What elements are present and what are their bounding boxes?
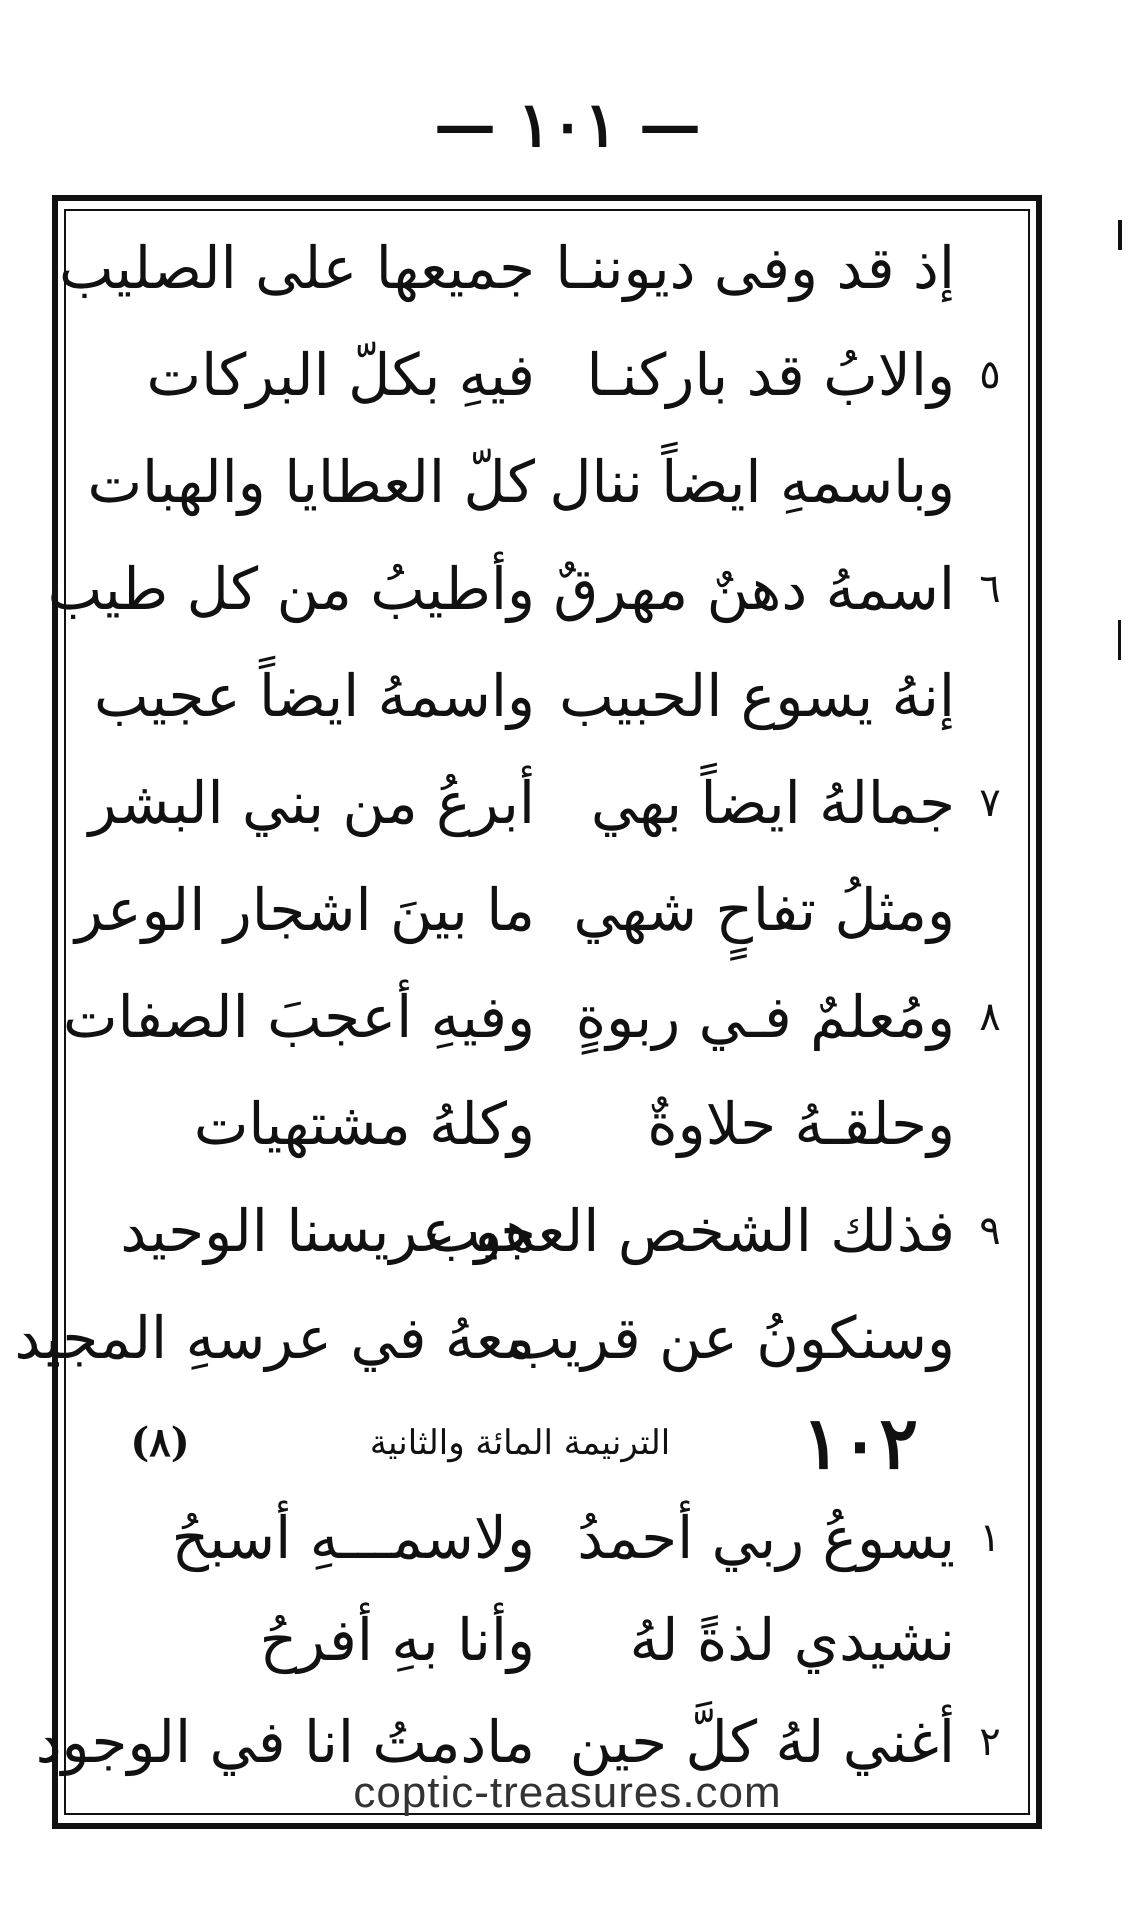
verse-second-hemistich: معهُ في عرسهِ المجيد <box>14 1304 535 1372</box>
verse-line <box>0 1074 1135 1174</box>
verse-number: ٦ <box>979 566 1001 612</box>
verse-first-hemistich: أغني لهُ كلَّ حين <box>569 1708 955 1776</box>
verse-line <box>0 218 1135 318</box>
verse-first-hemistich: نشيدي لذةً لهُ <box>629 1606 955 1674</box>
verse-first-hemistich: والابُ قد باركنـا <box>586 341 955 409</box>
verse-line <box>0 539 1135 639</box>
page-number: — ١٠١ — <box>433 88 702 161</box>
verse-first-hemistich: اسمهُ دهنٌ مهرقٌ <box>553 555 955 623</box>
verse-line <box>0 753 1135 853</box>
verse-line <box>0 860 1135 960</box>
verse-number: ٢ <box>979 1719 1001 1765</box>
hymn-title: الترنيمة المائة والثانية <box>369 1423 671 1463</box>
verse-first-hemistich: ومُعلمٌ فـي ربوةٍ <box>575 983 955 1051</box>
verse-number: ٥ <box>979 352 1001 398</box>
hymn-header <box>0 1398 1135 1488</box>
verse-number: ٧ <box>979 780 1001 826</box>
verse-first-hemistich: إذ قد وفى ديوننـا <box>555 234 955 302</box>
verse-first-hemistich: وسنكونُ عن قريب <box>507 1304 955 1372</box>
verse-line <box>0 646 1135 746</box>
verse-second-hemistich: وأنا بهِ أفرحُ <box>259 1606 535 1674</box>
verse-line <box>0 325 1135 425</box>
verse-first-hemistich: وباسمهِ ايضاً ننال <box>549 448 955 516</box>
verse-line <box>0 1288 1135 1388</box>
verse-second-hemistich: أبرعُ من بني البشر <box>88 769 535 837</box>
watermark-url: coptic-treasures.com <box>353 1768 782 1817</box>
verse-second-hemistich: وكلهُ مشتهيات <box>193 1090 535 1158</box>
hymn-tune-number: (٨) <box>130 1419 190 1466</box>
verse-first-hemistich: وحلقـهُ حلاوةٌ <box>647 1090 955 1158</box>
verse-first-hemistich: إنهُ يسوع الحبيب <box>559 662 955 730</box>
verse-second-hemistich: وفيهِ أعجبَ الصفات <box>62 983 535 1051</box>
verse-second-hemistich: واسمهُ ايضاً عجيب <box>94 662 535 730</box>
verse-first-hemistich: جمالهُ ايضاً بهي <box>590 769 955 837</box>
hymn-number: ١٠٢ <box>801 1400 918 1485</box>
verse-line <box>0 1181 1135 1281</box>
verse-second-hemistich: فيهِ بكلّ البركات <box>146 341 535 409</box>
verse-line <box>0 1488 1135 1588</box>
verse-number: ٩ <box>979 1208 1001 1254</box>
verse-second-hemistich: هو عريسنا الوحيد <box>120 1197 535 1265</box>
verse-number: ٨ <box>979 994 1001 1040</box>
verse-second-hemistich: جميعها على الصليب <box>58 234 535 302</box>
verse-second-hemistich: ولاسمـــهِ أسبحُ <box>171 1504 535 1572</box>
verse-second-hemistich: ما بينَ اشجار الوعر <box>74 876 535 944</box>
verse-line <box>0 432 1135 532</box>
verse-second-hemistich: كلّ العطايا والهبات <box>87 448 535 516</box>
verse-first-hemistich: ومثلُ تفاحٍ شهي <box>573 876 955 944</box>
verse-line <box>0 1590 1135 1690</box>
verse-second-hemistich: مادمتُ انا في الوجود <box>35 1708 535 1776</box>
verse-line <box>0 967 1135 1067</box>
verse-first-hemistich: يسوعُ ربي أحمدُ <box>577 1504 955 1572</box>
verse-second-hemistich: وأطيبُ من كل طيب <box>47 555 535 623</box>
verse-first-hemistich: فذلك الشخص العجيب <box>425 1197 955 1265</box>
verse-number: ١ <box>979 1515 1001 1561</box>
